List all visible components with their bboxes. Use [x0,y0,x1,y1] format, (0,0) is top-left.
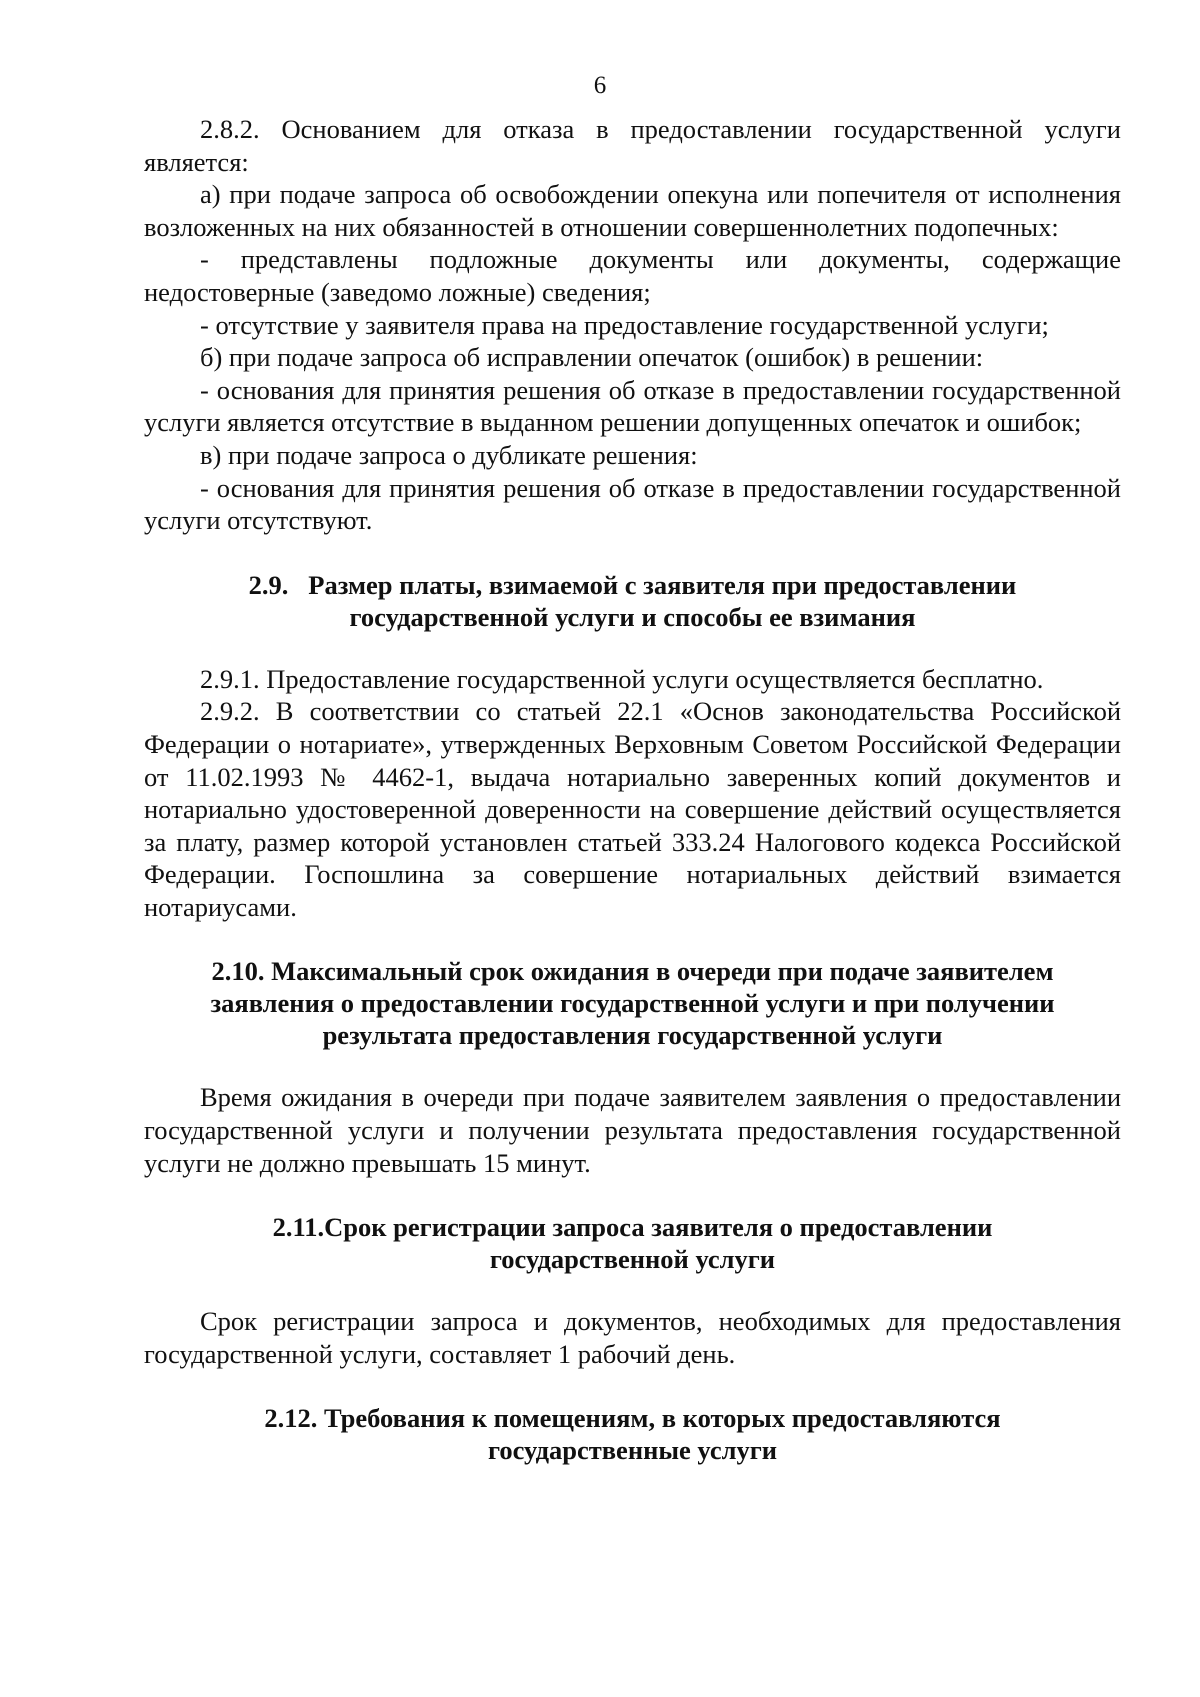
paragraph-no-grounds: - основания для принятия решения об отказе в предоставлении государственной услуги отсутствуют. [144,472,1121,536]
section-heading-2-10 [144,955,1121,1051]
paragraph-no-right: - отсутствие у заявителя права на предоставление государственной услуги; [200,309,1049,340]
paragraph-2-9-1: 2.9.1. Предоставление государственной услуги осуществляется бесплатно. [200,663,1044,694]
paragraph-item-v: в) при подаче запроса о дубликате решения: [200,439,698,470]
section-heading-2-12 [144,1402,1121,1466]
paragraph-2-9-2: 2.9.2. В соответствии со статьей 22.1 «Основ законодательства Российской Федерации о нотариате», утвержденных Верховным Советом Российской Федерации от 11.02.1993 № 4462-1, выдача нотариально заверенных копий документов и нотариально удостоверенной доверенности на совершение действий осуществляется за плату, размер которой установлен статьей 333.24 Налогового кодекса Российской Федерации. Госпошлина за совершение нотариальных действий взимается нотариусами. [144,696,1121,922]
paragraph-item-b: б) при подаче запроса об исправлении опечаток (ошибок) в решении: [200,342,984,373]
paragraph-registration-term: Срок регистрации запроса и документов, необходимых для предоставления государственной услуги, составляет 1 рабочий день. [144,1306,1121,1369]
document-body [144,113,1121,1466]
paragraph-no-typos: - основания для принятия решения об отказе в предоставлении государственной услуги является отсутствие в выданном решении допущенных опечаток и ошибок; [144,374,1121,438]
section-heading-2-11 [144,1211,1121,1275]
heading-line: 2.9. Размер платы, взимаемой с заявителя при предоставлении [248,569,1017,600]
heading-line: заявления о предоставлении государственной услуги и при получении [210,988,1055,1019]
heading-line: 2.10. Максимальный срок ожидания в очереди при подаче заявителем [211,956,1054,987]
paragraph-item-a: а) при подаче запроса об освобождении опекуна или попечителя от исполнения возложенных на них обязанностей в отношении совершеннолетних подопечных: [144,179,1121,242]
heading-line: государственной услуги и способы ее взимания [349,601,916,632]
heading-line: государственной услуги [489,1244,776,1275]
heading-line: результата предоставления государственной услуги [322,1020,943,1051]
section-heading-2-9 [144,569,1121,633]
heading-line: 2.12. Требования к помещениям, в которых предоставляются [264,1403,1001,1434]
paragraph-2-8-2: 2.8.2. Основанием для отказа в предоставлении государственной услуги является: [144,114,1121,177]
heading-line: 2.11.Срок регистрации запроса заявителя о предоставлении [272,1212,993,1243]
paragraph-wait-time: Время ожидания в очереди при подаче заявителем заявления о предоставлении государственной услуги и получении результата предоставления государственной услуги не должно превышать 15 минут. [144,1082,1121,1178]
page-number: 6 [593,72,607,99]
paragraph-forged-documents: - представлены подложные документы или документы, содержащие недостоверные (заведомо ложные) сведения; [144,244,1121,307]
heading-line: государственные услуги [487,1435,778,1466]
